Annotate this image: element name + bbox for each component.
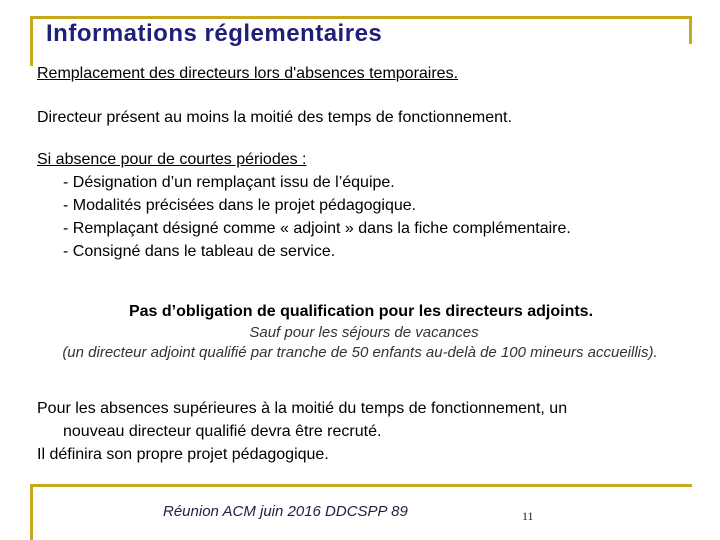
frame-left-border (30, 16, 33, 66)
list-item: - Modalités précisées dans le projet pédagogique. (63, 197, 417, 214)
frame-bottom-left-border (30, 484, 33, 540)
short-absence-block (37, 148, 571, 263)
page-number: 11 (522, 509, 534, 523)
qualification-note-bold: Pas d’obligation de qualification pour les directeurs adjoints. (128, 303, 594, 320)
list-item: - Consigné dans le tableau de service. (63, 243, 336, 260)
footer-text: Réunion ACM juin 2016 DDCSPP 89 (163, 503, 408, 520)
frame-top-border (30, 16, 692, 19)
list-item: - Désignation d’un remplaçant issu de l’équipe. (63, 174, 395, 191)
long-absence-line: Il définira son propre projet pédagogique. (37, 446, 329, 463)
qualification-note-detail: (un directeur adjoint qualifié par tranche de 50 enfants au-delà de 100 mineurs accueillis). (62, 344, 658, 361)
list-item: - Remplaçant désigné comme « adjoint » dans la fiche complémentaire. (63, 220, 571, 237)
frame-bottom-border (30, 484, 692, 487)
qualification-note-exception: Sauf pour les séjours de vacances (249, 324, 479, 341)
long-absence-line: nouveau directeur qualifié devra être recruté. (63, 423, 382, 440)
section-heading: Remplacement des directeurs lors d'absences temporaires. (37, 65, 459, 82)
slide-title: Informations réglementaires (46, 20, 383, 47)
paragraph-presence: Directeur présent au moins la moitié des temps de fonctionnement. (37, 109, 512, 126)
long-absence-line: Pour les absences supérieures à la moitié du temps de fonctionnement, un (37, 400, 568, 417)
long-absence-block (37, 397, 567, 466)
short-absence-label: Si absence pour de courtes périodes : (37, 151, 307, 168)
qualification-note (0, 300, 720, 363)
frame-right-border (689, 16, 692, 44)
